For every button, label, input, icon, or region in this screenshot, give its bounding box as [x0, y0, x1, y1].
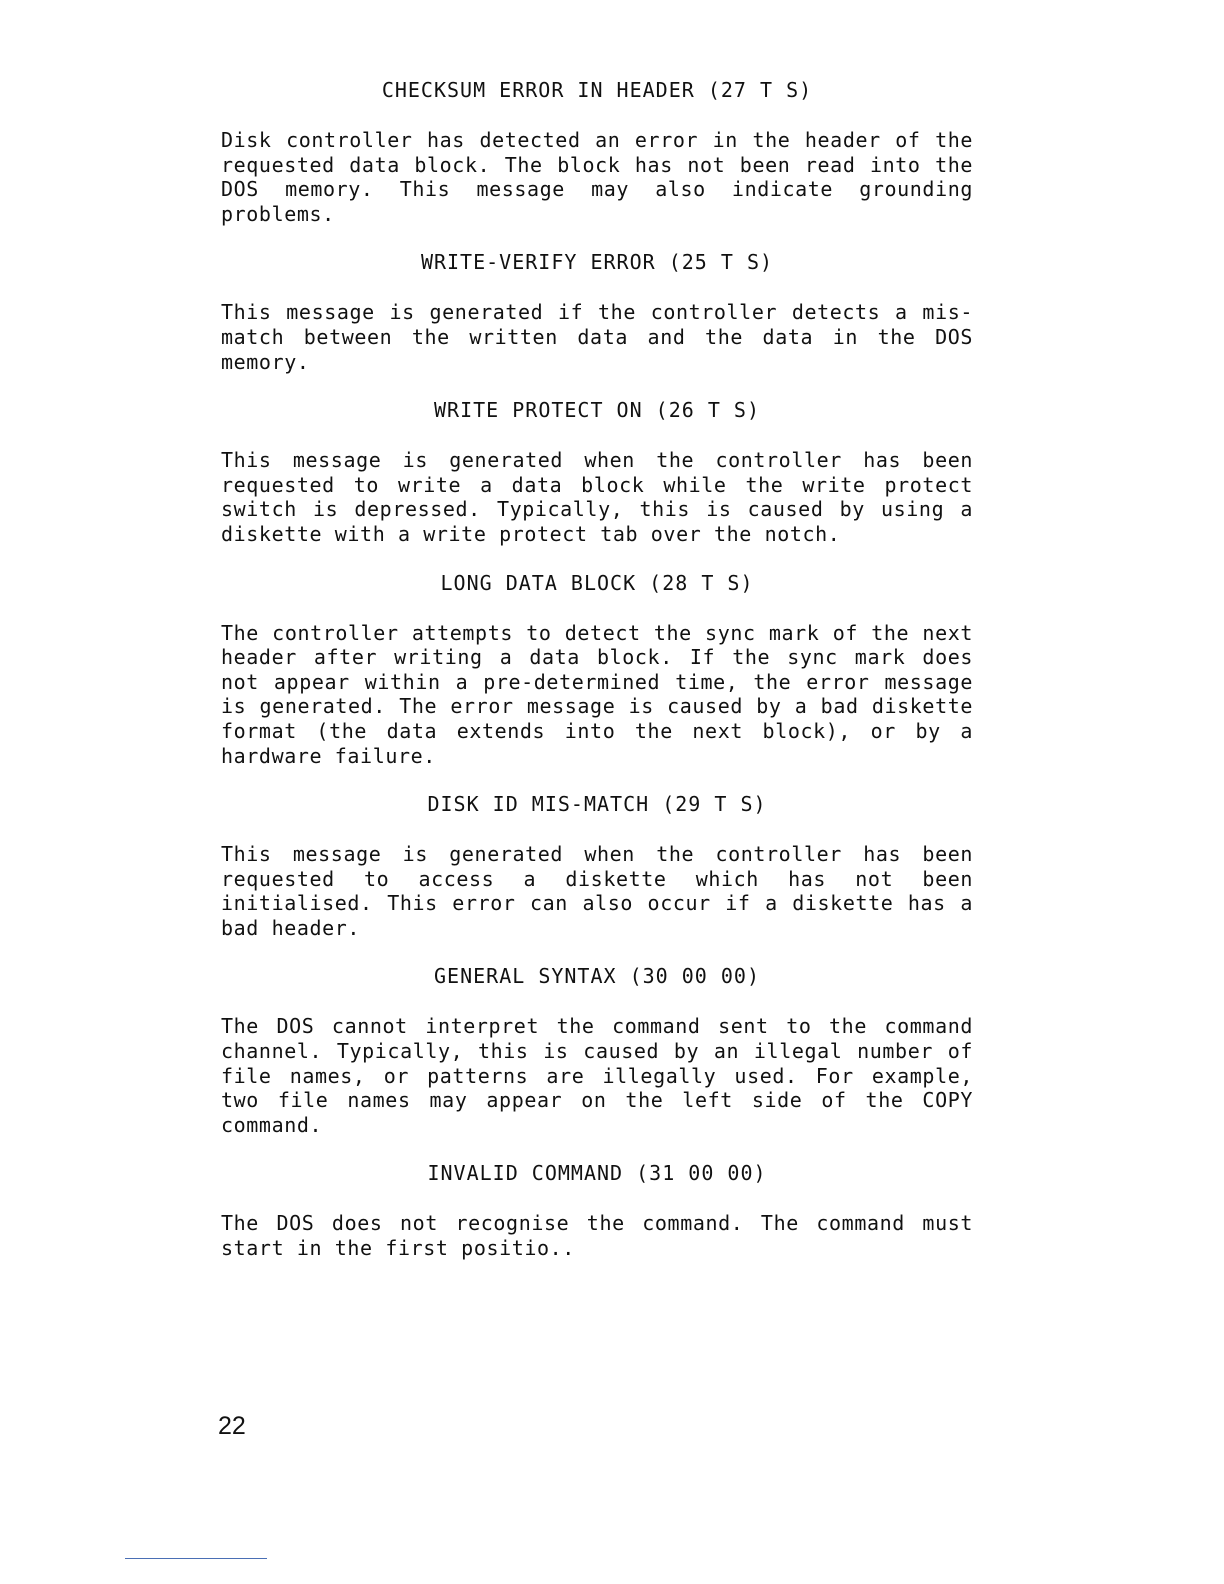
- section-body-write-protect-on: This message is generated when the controller has been requested to write a data block while the write protect switch is depressed. Typically, this is caused by using a diskette with a write protect tab over the notch.: [221, 448, 973, 546]
- section-body-checksum-error: Disk controller has detected an error in the header of the requested data block. The block has not been read into the DOS memory. This message may also indicate grounding problems.: [221, 128, 973, 226]
- section-title-write-verify-error: WRITE-VERIFY ERROR (25 T S): [420, 250, 774, 275]
- section-title-long-data-block: LONG DATA BLOCK (28 T S): [440, 570, 754, 595]
- section-body-write-verify-error: This message is generated if the controller detects a mis-match between the written data and the data in the DOS memory.: [221, 300, 973, 374]
- text-column: [221, 78, 973, 1261]
- section-title-write-protect-on: WRITE PROTECT ON (26 T S): [433, 398, 761, 423]
- section-body-disk-id-mismatch: This message is generated when the controller has been requested to access a diskette which has not been initialised. This error can also occur if a diskette has a bad header.: [221, 842, 973, 940]
- section-title-checksum-error: CHECKSUM ERROR IN HEADER (27 T S): [381, 78, 813, 102]
- section-title-invalid-command: INVALID COMMAND (31 00 00): [427, 1161, 767, 1186]
- section-title-disk-id-mismatch: DISK ID MIS-MATCH (29 T S): [427, 792, 767, 817]
- section-title-general-syntax: GENERAL SYNTAX (30 00 00): [433, 964, 761, 989]
- footer-rule: [125, 1558, 267, 1559]
- page-number: 22: [218, 1412, 246, 1440]
- section-body-long-data-block: The controller attempts to detect the sync mark of the next header after writing a data block. If the sync mark does not appear within a pre-determined time, the error message is generated. The error message is caused by a bad diskette format (the data extends into the next block), or by a hardware failure.: [221, 620, 973, 768]
- section-body-invalid-command: The DOS does not recognise the command. The command must start in the first positio..: [221, 1211, 973, 1261]
- section-body-general-syntax: The DOS cannot interpret the command sent to the command channel. Typically, this is caused by an illegal number of file names, or patterns are illegally used. For example, two file names may appear on the left side of the COPY command.: [221, 1014, 973, 1137]
